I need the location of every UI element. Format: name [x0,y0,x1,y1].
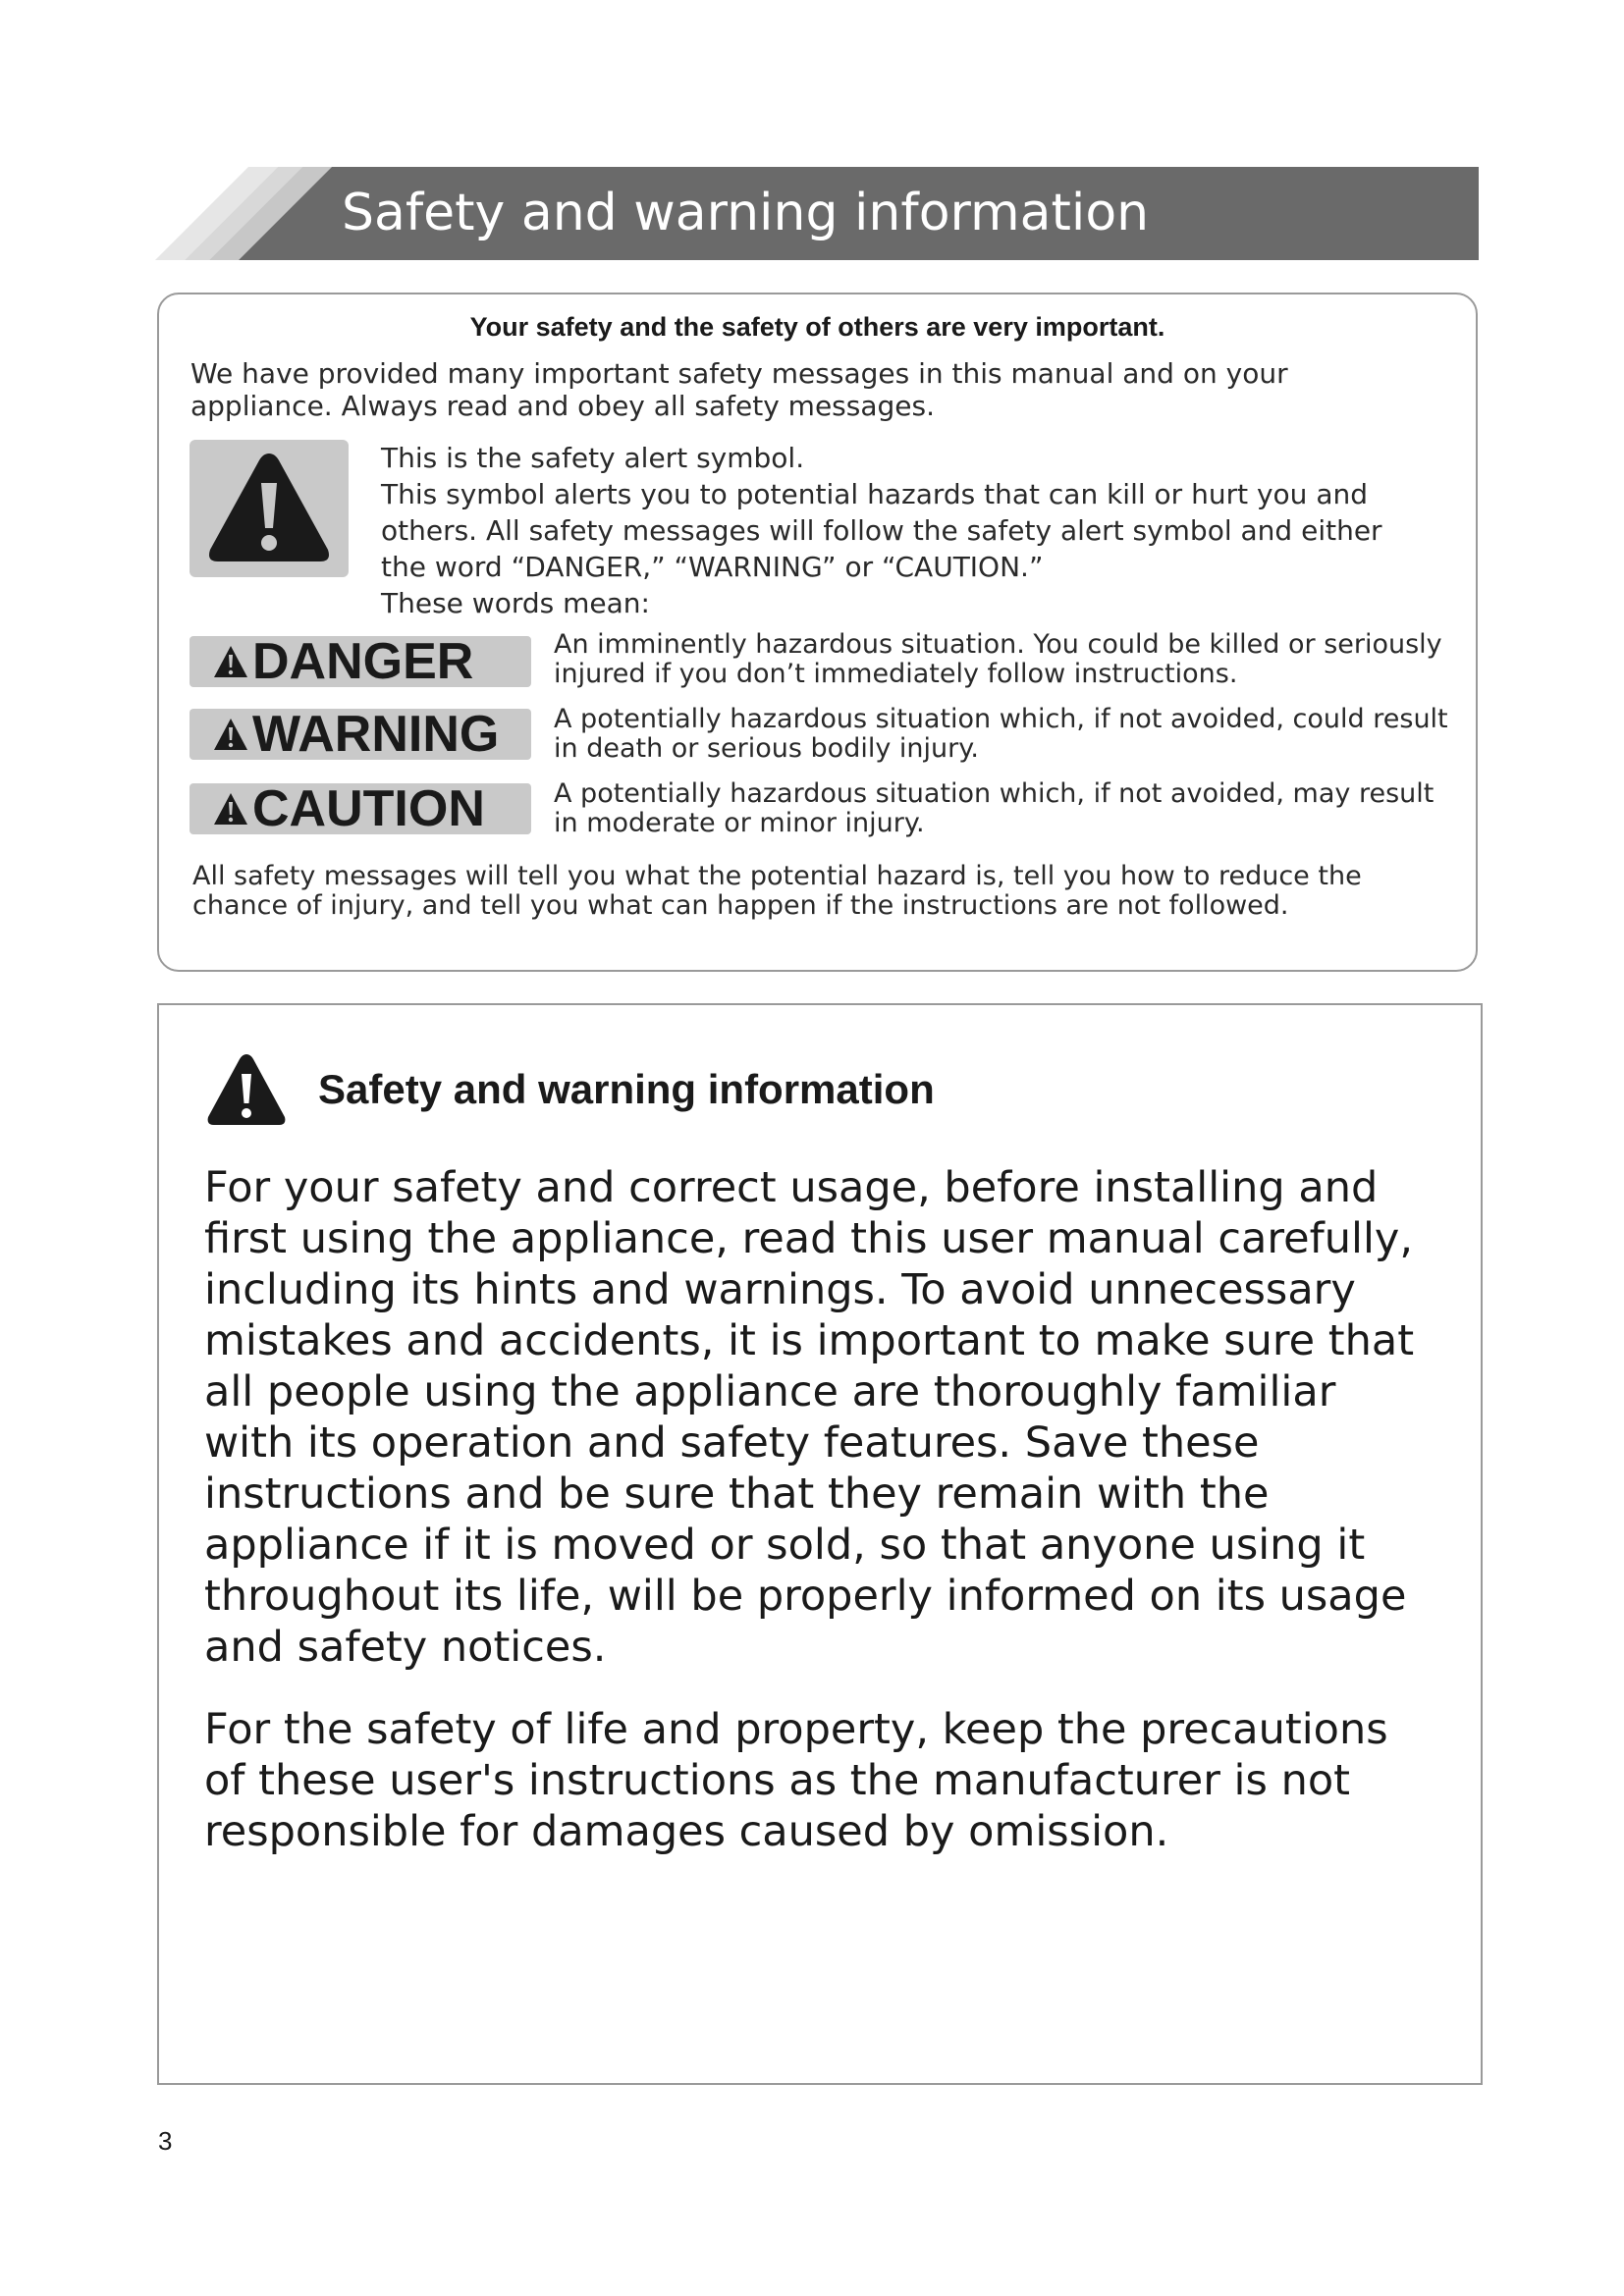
section-heading: Safety and warning information [318,1066,935,1112]
safety-legend-box [157,293,1478,972]
warning-triangle-icon [213,792,248,826]
legend-intro: We have provided many important safety messages in this manual and on your appliance. Always read and obey all safety messages. [190,357,1288,422]
caution-label [189,780,531,837]
danger-word: DANGER [252,633,474,690]
alert-symbol-explanation [381,440,1422,621]
legend-heading: Your safety and the safety of others are very important. [469,312,1165,342]
caution-description: A potentially hazardous situation which, if not avoided, may result in moderate or minor injury. [554,778,1435,838]
warning-triangle-icon [213,645,248,678]
warning-label [189,706,531,763]
warning-triangle-icon [213,718,248,751]
danger-label [189,633,531,690]
legend-footer: All safety messages will tell you what the potential hazard is, tell you how to reduce the chance of injury, and tell you what can happen if the instructions are not followed. [192,861,1362,921]
danger-description: An imminently hazardous situation. You could be killed or seriously injured if you don’t immediately follow instructions. [554,629,1442,689]
page-title: Safety and warning information [342,184,1150,242]
alert-text-line: This symbol alerts you to potential hazards that can kill or hurt you and others. All safety messages will follow the safety alert symbol and either the word “DANGER,” “WARNING” or “CAUTION.” [381,478,1382,583]
section-banner [155,167,1479,260]
warning-word: WARNING [252,706,500,763]
page-number: 3 [158,2126,173,2156]
alert-text-line: This is the safety alert symbol. [381,442,805,474]
warning-triangle-icon [206,1052,287,1127]
safety-alert-symbol [189,440,349,577]
section-heading-row [206,1052,935,1127]
warning-triangle-icon [204,448,334,567]
safety-information-box [157,1003,1483,2085]
body-paragraph: For your safety and correct usage, before installing and first using the appliance, read this user manual carefully, including its hints and warnings. To avoid unnecessary mistakes and accidents, it is important to make sure that all people using the appliance are thoroughly familiar with its operation and safety features. Save these instructions and be sure that they remain with the appliance if it is moved or sold, so that anyone using it throughout its life, will be properly informed on its usage and safety notices. [204,1163,1415,1672]
body-paragraph: For the safety of life and property, keep the precautions of these user's instructions as the manufacturer is not responsible for damages caused by omission. [204,1705,1388,1856]
warning-description: A potentially hazardous situation which, if not avoided, could result in death or serious bodily injury. [554,704,1448,764]
caution-word: CAUTION [252,780,485,837]
alert-text-line: These words mean: [381,587,650,619]
